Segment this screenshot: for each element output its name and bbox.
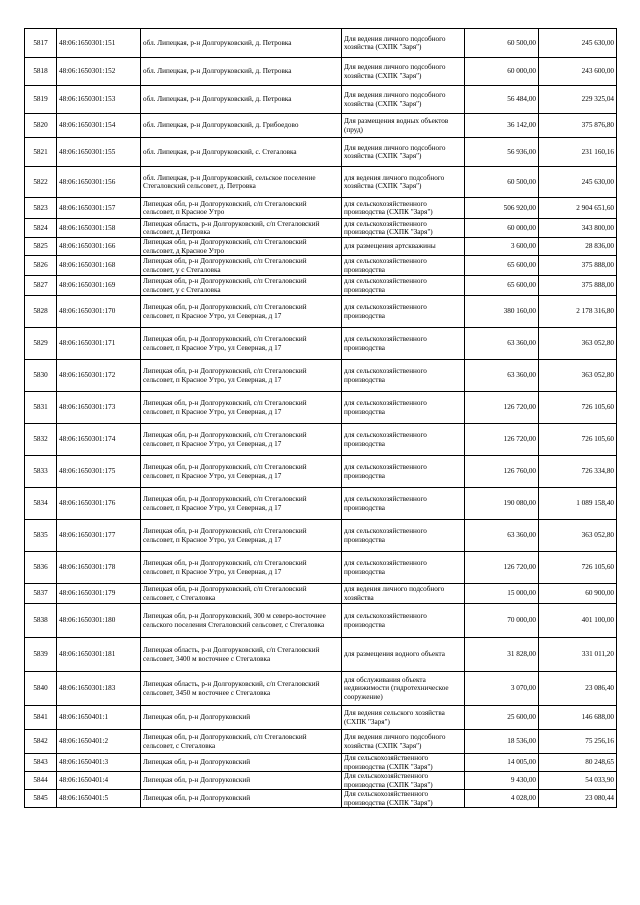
table-row [25, 552, 617, 584]
cadastral-number-cell: 48:06:1650401:3 [57, 754, 141, 772]
permitted-use-cell: для сельскохозяйственного производства [342, 392, 465, 424]
area-cell: 126 720,00 [465, 424, 539, 456]
cadastral-number-cell: 48:06:1650301:158 [57, 219, 141, 238]
table-row [25, 520, 617, 552]
address-cell: Липецкая обл, р-н Долгоруковский, с/п Стегаловский сельсовет, п Красное Утро, ул Северная, д 17 [141, 360, 342, 392]
area-cell: 36 142,00 [465, 114, 539, 138]
cadastral-number-cell: 48:06:1650301:151 [57, 29, 141, 58]
area-cell: 25 600,00 [465, 706, 539, 730]
address-cell: Липецкая обл, р-н Долгоруковский, с/п Стегаловский сельсовет, п Красное Утро [141, 198, 342, 219]
permitted-use-cell: для сельскохозяйственного производства [342, 256, 465, 276]
cadastral-number-cell: 48:06:1650301:170 [57, 296, 141, 328]
address-cell: Липецкая обл, р-н Долгоруковский, с/п Стегаловский сельсовет, с Стегаловка [141, 584, 342, 604]
cadastral-value-cell: 375 888,00 [539, 256, 617, 276]
area-cell: 126 720,00 [465, 392, 539, 424]
address-cell: Липецкая обл, р-н Долгоруковский, с/п Стегаловский сельсовет, п Красное Утро, ул Северная, д 17 [141, 296, 342, 328]
table-row [25, 328, 617, 360]
table-row [25, 114, 617, 138]
address-cell: Липецкая область, р-н Долгоруковский, с/п Стегаловский сельсовет, 3450 м восточнее с Стегаловка [141, 672, 342, 706]
address-cell: Липецкая область, р-н Долгоруковский, с/п Стегаловский сельсовет, 3400 м восточнее с Стегаловка [141, 638, 342, 672]
cadastral-number-cell: 48:06:1650301:155 [57, 138, 141, 167]
row-number-cell: 5838 [25, 604, 57, 638]
row-number-cell: 5820 [25, 114, 57, 138]
area-cell: 3 070,00 [465, 672, 539, 706]
row-number-cell: 5830 [25, 360, 57, 392]
area-cell: 60 500,00 [465, 29, 539, 58]
cadastral-value-cell: 2 178 316,80 [539, 296, 617, 328]
cadastral-value-cell: 229 325,04 [539, 86, 617, 114]
table-row [25, 604, 617, 638]
row-number-cell: 5831 [25, 392, 57, 424]
cadastral-value-cell: 23 086,40 [539, 672, 617, 706]
cadastral-number-cell: 48:06:1650301:157 [57, 198, 141, 219]
row-number-cell: 5826 [25, 256, 57, 276]
address-cell: Липецкая обл, р-н Долгоруковский, 300 м северо-восточнее сельского поселения Стегаловский сельсовет, с Стегаловка [141, 604, 342, 638]
cadastral-value-cell: 146 688,00 [539, 706, 617, 730]
table-row [25, 238, 617, 256]
permitted-use-cell: для сельскохозяйственного производства [342, 424, 465, 456]
permitted-use-cell: Для ведения личного подсобного хозяйства (СХПК "Заря") [342, 730, 465, 754]
cadastral-number-cell: 48:06:1650301:174 [57, 424, 141, 456]
row-number-cell: 5841 [25, 706, 57, 730]
row-number-cell: 5825 [25, 238, 57, 256]
row-number-cell: 5843 [25, 754, 57, 772]
row-number-cell: 5819 [25, 86, 57, 114]
address-cell: Липецкая обл, р-н Долгоруковский [141, 772, 342, 790]
permitted-use-cell: Для ведения личного подсобного хозяйства (СХПК "Заря") [342, 138, 465, 167]
permitted-use-cell: для сельскохозяйственного производства [342, 552, 465, 584]
area-cell: 63 360,00 [465, 360, 539, 392]
address-cell: обл. Липецкая, р-н Долгоруковский, д. Петровка [141, 29, 342, 58]
area-cell: 506 920,00 [465, 198, 539, 219]
cadastral-value-cell: 726 334,80 [539, 456, 617, 488]
cadastral-number-cell: 48:06:1650401:1 [57, 706, 141, 730]
cadastral-value-cell: 363 052,80 [539, 328, 617, 360]
row-number-cell: 5844 [25, 772, 57, 790]
cadastral-value-cell: 363 052,80 [539, 360, 617, 392]
cadastral-number-cell: 48:06:1650301:180 [57, 604, 141, 638]
cadastral-number-cell: 48:06:1650301:156 [57, 167, 141, 198]
table-row [25, 86, 617, 114]
address-cell: Липецкая обл, р-н Долгоруковский, с/п Стегаловский сельсовет, п Красное Утро, ул Северная, д 17 [141, 488, 342, 520]
permitted-use-cell: Для сельскохозяйственного производства (СХПК "Заря") [342, 754, 465, 772]
area-cell: 60 000,00 [465, 219, 539, 238]
cadastral-value-cell: 375 876,80 [539, 114, 617, 138]
permitted-use-cell: Для размещения водных объектов (пруд) [342, 114, 465, 138]
cadastral-value-cell: 60 900,00 [539, 584, 617, 604]
area-cell: 126 760,00 [465, 456, 539, 488]
row-number-cell: 5839 [25, 638, 57, 672]
area-cell: 4 028,00 [465, 790, 539, 808]
cadastral-number-cell: 48:06:1650301:177 [57, 520, 141, 552]
area-cell: 56 936,00 [465, 138, 539, 167]
permitted-use-cell: Для ведения личного подсобного хозяйства (СХПК "Заря") [342, 29, 465, 58]
table-row [25, 392, 617, 424]
table-row [25, 584, 617, 604]
permitted-use-cell: для сельскохозяйственного производства [342, 296, 465, 328]
address-cell: Липецкая обл, р-н Долгоруковский, с/п Стегаловский сельсовет, п Красное Утро, ул Северная, д 17 [141, 424, 342, 456]
area-cell: 60 000,00 [465, 58, 539, 86]
row-number-cell: 5827 [25, 276, 57, 296]
area-cell: 60 500,00 [465, 167, 539, 198]
cadastral-number-cell: 48:06:1650301:172 [57, 360, 141, 392]
cadastral-number-cell: 48:06:1650301:183 [57, 672, 141, 706]
row-number-cell: 5817 [25, 29, 57, 58]
table-row [25, 754, 617, 772]
table-row [25, 138, 617, 167]
address-cell: Липецкая обл, р-н Долгоруковский, с/п Стегаловский сельсовет, д Красное Утро [141, 238, 342, 256]
table-row [25, 706, 617, 730]
cadastral-value-cell: 75 256,16 [539, 730, 617, 754]
row-number-cell: 5832 [25, 424, 57, 456]
permitted-use-cell: для ведения личного подсобного хозяйства (СХПК "Заря") [342, 167, 465, 198]
address-cell: обл. Липецкая, р-н Долгоруковский, сельское поселение Стегаловский сельсовет, д. Петровка [141, 167, 342, 198]
row-number-cell: 5824 [25, 219, 57, 238]
row-number-cell: 5840 [25, 672, 57, 706]
address-cell: Липецкая обл, р-н Долгоруковский, с/п Стегаловский сельсовет, п Красное Утро, ул Северная, д 17 [141, 520, 342, 552]
area-cell: 65 600,00 [465, 256, 539, 276]
area-cell: 14 005,00 [465, 754, 539, 772]
table-row [25, 730, 617, 754]
permitted-use-cell: для сельскохозяйственного производства (СХПК "Заря") [342, 198, 465, 219]
area-cell: 190 080,00 [465, 488, 539, 520]
address-cell: Липецкая обл, р-н Долгоруковский, с/п Стегаловский сельсовет, п Красное Утро, ул Северная, д 17 [141, 328, 342, 360]
permitted-use-cell: Для сельскохозяйственного производства (СХПК "Заря") [342, 790, 465, 808]
row-number-cell: 5836 [25, 552, 57, 584]
area-cell: 70 000,00 [465, 604, 539, 638]
address-cell: Липецкая обл, р-н Долгоруковский, с/п Стегаловский сельсовет, п Красное Утро, ул Северная, д 17 [141, 552, 342, 584]
cadastral-number-cell: 48:06:1650301:173 [57, 392, 141, 424]
address-cell: Липецкая обл, р-н Долгоруковский, с/п Стегаловский сельсовет, п Красное Утро, ул Северная, д 17 [141, 392, 342, 424]
row-number-cell: 5837 [25, 584, 57, 604]
permitted-use-cell: для обслуживания объекта недвижимости (гидротехническое сооружение) [342, 672, 465, 706]
table-row [25, 256, 617, 276]
address-cell: Липецкая обл, р-н Долгоруковский [141, 706, 342, 730]
cadastral-value-cell: 1 089 158,40 [539, 488, 617, 520]
table-row [25, 424, 617, 456]
permitted-use-cell: для сельскохозяйственного производства [342, 276, 465, 296]
row-number-cell: 5822 [25, 167, 57, 198]
row-number-cell: 5834 [25, 488, 57, 520]
cadastral-value-cell: 726 105,60 [539, 552, 617, 584]
permitted-use-cell: для сельскохозяйственного производства [342, 520, 465, 552]
table-row [25, 456, 617, 488]
row-number-cell: 5818 [25, 58, 57, 86]
permitted-use-cell: для сельскохозяйственного производства [342, 604, 465, 638]
cadastral-number-cell: 48:06:1650301:178 [57, 552, 141, 584]
area-cell: 126 720,00 [465, 552, 539, 584]
cadastral-value-cell: 231 160,16 [539, 138, 617, 167]
permitted-use-cell: Для ведения личного подсобного хозяйства (СХПК "Заря") [342, 86, 465, 114]
table-body [25, 29, 617, 808]
cadastral-value-cell: 245 630,00 [539, 167, 617, 198]
cadastral-number-cell: 48:06:1650301:152 [57, 58, 141, 86]
table-row [25, 360, 617, 392]
permitted-use-cell: для размещения артскважины [342, 238, 465, 256]
row-number-cell: 5828 [25, 296, 57, 328]
address-cell: обл. Липецкая, р-н Долгоруковский, с. Стегаловка [141, 138, 342, 167]
address-cell: Липецкая обл, р-н Долгоруковский, с/п Стегаловский сельсовет, у с Стегаловка [141, 256, 342, 276]
permitted-use-cell: Для сельскохозяйственного производства (СХПК "Заря") [342, 772, 465, 790]
cadastral-number-cell: 48:06:1650301:153 [57, 86, 141, 114]
row-number-cell: 5821 [25, 138, 57, 167]
row-number-cell: 5845 [25, 790, 57, 808]
table-row [25, 276, 617, 296]
cadastral-value-cell: 343 800,00 [539, 219, 617, 238]
cadastral-number-cell: 48:06:1650301:166 [57, 238, 141, 256]
area-cell: 380 160,00 [465, 296, 539, 328]
table-row [25, 638, 617, 672]
area-cell: 56 484,00 [465, 86, 539, 114]
cadastral-value-cell: 375 888,00 [539, 276, 617, 296]
cadastral-number-cell: 48:06:1650301:181 [57, 638, 141, 672]
cadastral-number-cell: 48:06:1650401:4 [57, 772, 141, 790]
area-cell: 3 600,00 [465, 238, 539, 256]
permitted-use-cell: Для ведения личного подсобного хозяйства (СХПК "Заря") [342, 58, 465, 86]
permitted-use-cell: Для ведения сельского хозяйства (СХПК "Заря") [342, 706, 465, 730]
cadastral-number-cell: 48:06:1650301:154 [57, 114, 141, 138]
cadastral-number-cell: 48:06:1650301:169 [57, 276, 141, 296]
permitted-use-cell: для сельскохозяйственного производства [342, 328, 465, 360]
cadastral-value-cell: 726 105,60 [539, 424, 617, 456]
cadastral-number-cell: 48:06:1650401:2 [57, 730, 141, 754]
row-number-cell: 5829 [25, 328, 57, 360]
row-number-cell: 5833 [25, 456, 57, 488]
address-cell: обл. Липецкая, р-н Долгоруковский, д. Грибоедово [141, 114, 342, 138]
table-row [25, 167, 617, 198]
cadastral-value-cell: 363 052,80 [539, 520, 617, 552]
area-cell: 31 828,00 [465, 638, 539, 672]
table-row [25, 29, 617, 58]
cadastral-number-cell: 48:06:1650301:175 [57, 456, 141, 488]
table-row [25, 198, 617, 219]
address-cell: Липецкая обл, р-н Долгоруковский, с/п Стегаловский сельсовет, п Красное Утро, ул Северная, д 17 [141, 456, 342, 488]
table-row [25, 219, 617, 238]
cadastral-value-cell: 331 011,20 [539, 638, 617, 672]
address-cell: Липецкая обл, р-н Долгоруковский [141, 754, 342, 772]
cadastral-value-cell: 28 836,00 [539, 238, 617, 256]
address-cell: Липецкая обл, р-н Долгоруковский, с/п Стегаловский сельсовет, у с Стегаловка [141, 276, 342, 296]
cadastral-value-cell: 23 080,44 [539, 790, 617, 808]
cadastral-value-cell: 54 033,90 [539, 772, 617, 790]
permitted-use-cell: для сельскохозяйственного производства [342, 360, 465, 392]
permitted-use-cell: для сельскохозяйственного производства [342, 456, 465, 488]
cadastral-number-cell: 48:06:1650401:5 [57, 790, 141, 808]
address-cell: обл. Липецкая, р-н Долгоруковский, д. Петровка [141, 86, 342, 114]
table-row [25, 672, 617, 706]
row-number-cell: 5823 [25, 198, 57, 219]
table-row [25, 772, 617, 790]
table-row [25, 296, 617, 328]
area-cell: 63 360,00 [465, 520, 539, 552]
cadastral-value-cell: 245 630,00 [539, 29, 617, 58]
cadastral-value-cell: 243 600,00 [539, 58, 617, 86]
permitted-use-cell: для размещения водного объекта [342, 638, 465, 672]
cadastral-value-cell: 80 248,65 [539, 754, 617, 772]
table-row [25, 58, 617, 86]
permitted-use-cell: для сельскохозяйственного производства [342, 488, 465, 520]
cadastral-value-cell: 726 105,60 [539, 392, 617, 424]
cadastral-value-cell: 2 904 651,60 [539, 198, 617, 219]
address-cell: Липецкая обл, р-н Долгоруковский, с/п Стегаловский сельсовет, с Стегаловка [141, 730, 342, 754]
address-cell: Липецкая обл, р-н Долгоруковский [141, 790, 342, 808]
permitted-use-cell: для ведения личного подсобного хозяйства [342, 584, 465, 604]
cadastral-number-cell: 48:06:1650301:176 [57, 488, 141, 520]
table-row [25, 790, 617, 808]
land-parcels-table [24, 28, 617, 808]
area-cell: 15 000,00 [465, 584, 539, 604]
address-cell: Липецкая область, р-н Долгоруковский, с/п Стегаловский сельсовет, д Петровка [141, 219, 342, 238]
area-cell: 65 600,00 [465, 276, 539, 296]
area-cell: 18 536,00 [465, 730, 539, 754]
cadastral-number-cell: 48:06:1650301:179 [57, 584, 141, 604]
cadastral-value-cell: 401 100,00 [539, 604, 617, 638]
cadastral-number-cell: 48:06:1650301:168 [57, 256, 141, 276]
row-number-cell: 5835 [25, 520, 57, 552]
area-cell: 9 430,00 [465, 772, 539, 790]
address-cell: обл. Липецкая, р-н Долгоруковский, д. Петровка [141, 58, 342, 86]
table-row [25, 488, 617, 520]
area-cell: 63 360,00 [465, 328, 539, 360]
row-number-cell: 5842 [25, 730, 57, 754]
permitted-use-cell: для сельскохозяйственного производства (СХПК "Заря") [342, 219, 465, 238]
cadastral-number-cell: 48:06:1650301:171 [57, 328, 141, 360]
